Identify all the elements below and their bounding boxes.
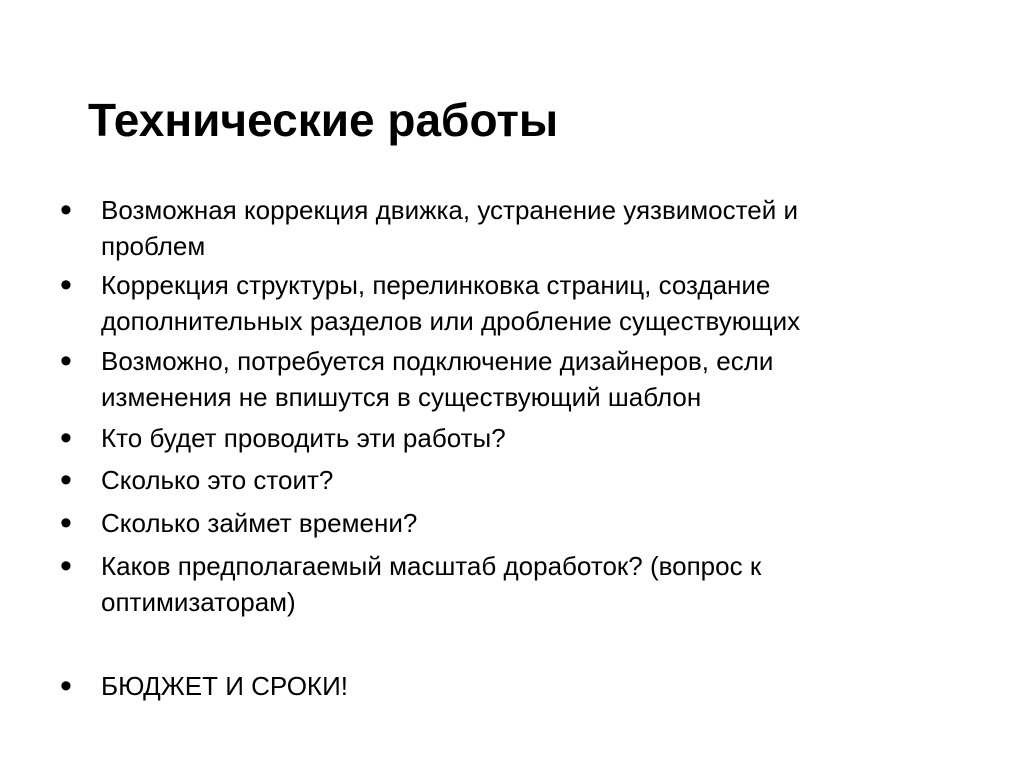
bullet-text: БЮДЖЕТ И СРОКИ! — [101, 671, 348, 701]
bullet-icon: • — [60, 419, 72, 457]
bullet-icon: • — [60, 191, 72, 229]
bullet-icon: • — [60, 667, 72, 705]
bullet-text: Возможно, потребуется подключение дизайнеров, если изменения не впишутся в существующий шаблон — [101, 346, 774, 412]
bullet-icon: • — [60, 266, 72, 304]
slide-title: Технические работы — [88, 94, 559, 146]
bullet-icon: • — [60, 504, 72, 542]
bullet-icon: • — [60, 461, 72, 499]
bullet-text: Сколько займет времени? — [101, 508, 418, 538]
bullet-text: Кто будет проводить эти работы? — [101, 423, 506, 453]
bullet-text: Сколько это стоит? — [101, 465, 334, 495]
bullet-icon: • — [60, 342, 72, 380]
bullet-text: Коррекция структуры, перелинковка страниц, создание дополнительных разделов или дробление существующих — [101, 270, 801, 336]
bullet-text: Каков предполагаемый масштаб доработок? (вопрос к оптимизаторам) — [101, 551, 762, 617]
bullet-text: Возможная коррекция движка, устранение уязвимостей и проблем — [101, 195, 798, 261]
bullet-icon: • — [60, 547, 72, 585]
